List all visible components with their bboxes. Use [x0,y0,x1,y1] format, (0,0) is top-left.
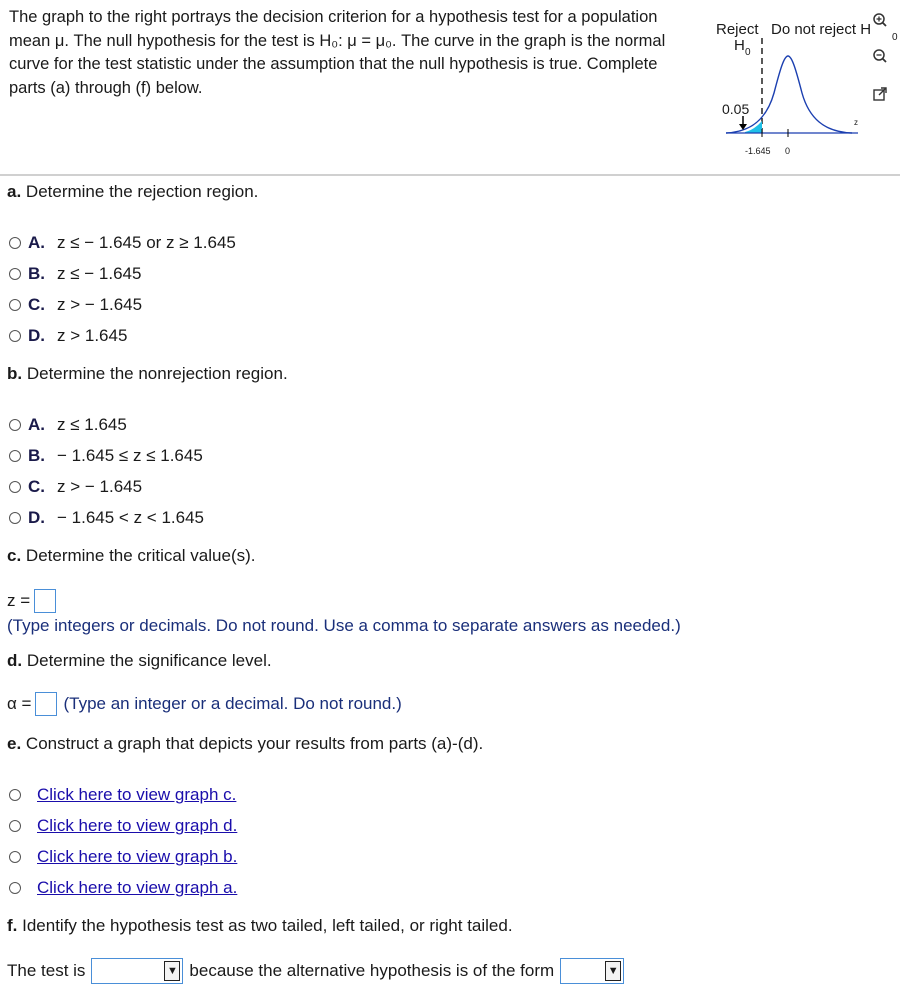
graph-option-a[interactable] [9,878,237,898]
part-c-title: c. Determine the critical value(s). [7,546,256,565]
decision-graph [712,8,900,168]
alpha-equals-label: α = [7,694,32,713]
dropdown-arrow-icon: ▼ [164,961,180,981]
radio-button[interactable] [9,481,21,493]
section-divider [0,174,900,176]
reject-label: Reject [716,21,759,38]
axis-z-label: z [854,118,858,127]
radio-button[interactable] [9,512,21,524]
test-type-row [7,958,624,984]
part-b-title: b. Determine the nonrejection region. [7,364,288,383]
graph-option-d[interactable] [9,816,237,836]
part-b-option-b[interactable]: B. − 1.645 ≤ z ≤ 1.645 [9,446,203,466]
part-a-title: a. Determine the rejection region. [7,182,259,201]
view-graph-c-link[interactable]: Click here to view graph c. [37,785,237,804]
radio-button[interactable] [9,237,21,249]
zoom-out-icon[interactable] [870,46,890,66]
problem-statement: The graph to the right portrays the decision criterion for a hypothesis test for a population mean μ. The null hypothesis for the test is H₀: μ = μ₀. The curve in the graph is the normal curve for the test statistic under the assumption that the null hypothesis is true. Complete parts (a) through (f) below. [9,8,666,97]
z-equals-label: z = [7,591,31,610]
significance-level-input[interactable] [35,692,57,716]
part-d-title: d. Determine the significance level. [7,651,272,670]
test-is-label: The test is [7,961,86,980]
view-graph-d-link[interactable]: Click here to view graph d. [37,816,238,835]
reject-h-label: H [734,37,745,54]
view-graph-b-link[interactable]: Click here to view graph b. [37,847,238,866]
significance-level-row [7,692,402,716]
radio-button[interactable] [9,820,21,832]
because-label: because the alternative hypothesis is of the form [189,961,555,980]
radio-button[interactable] [9,419,21,431]
critical-value-input[interactable] [34,589,56,613]
zoom-in-icon[interactable] [870,10,890,30]
radio-button[interactable] [9,330,21,342]
dropdown-arrow-icon: ▼ [605,961,621,981]
radio-button[interactable] [9,299,21,311]
view-graph-a-link[interactable]: Click here to view graph a. [37,878,238,897]
part-a-option-b[interactable]: B. z ≤ − 1.645 [9,264,141,284]
part-b-option-a[interactable]: A. z ≤ 1.645 [9,415,127,435]
normal-curve [726,56,852,133]
alpha-label: 0.05 [722,101,750,117]
part-a-option-a[interactable]: A. z ≤ − 1.645 or z ≥ 1.645 [9,233,236,253]
radio-button[interactable] [9,268,21,280]
part-b-option-c[interactable]: C. z > − 1.645 [9,477,142,497]
radio-button[interactable] [9,882,21,894]
do-not-reject-label: Do not reject H [771,21,872,38]
do-not-reject-h-sub: 0 [892,32,898,43]
tick-label-zero: 0 [785,146,791,156]
part-b-option-d[interactable]: D. − 1.645 < z < 1.645 [9,508,204,528]
part-a-option-d[interactable]: D. z > 1.645 [9,326,127,346]
part-a-option-c[interactable]: C. z > − 1.645 [9,295,142,315]
graph-option-c[interactable] [9,785,236,805]
critical-value-row [7,589,56,613]
part-e-title: e. Construct a graph that depicts your results from parts (a)-(d). [7,734,484,753]
part-f-title: f. Identify the hypothesis test as two tailed, left tailed, or right tailed. [7,916,513,935]
tick-label-critical: -1.645 [745,146,771,156]
open-in-new-window-icon[interactable] [870,84,890,104]
part-c-hint: (Type integers or decimals. Do not round. Use a comma to separate answers as needed.) [7,616,681,635]
reject-h-sub: 0 [745,47,751,58]
alternative-hypothesis-dropdown[interactable] [560,958,624,984]
part-d-hint: (Type an integer or a decimal. Do not round.) [63,694,402,713]
radio-button[interactable] [9,789,21,801]
radio-button[interactable] [9,851,21,863]
graph-option-b[interactable] [9,847,237,867]
radio-button[interactable] [9,450,21,462]
rejection-tail-shade [745,121,762,133]
test-type-dropdown[interactable] [91,958,183,984]
